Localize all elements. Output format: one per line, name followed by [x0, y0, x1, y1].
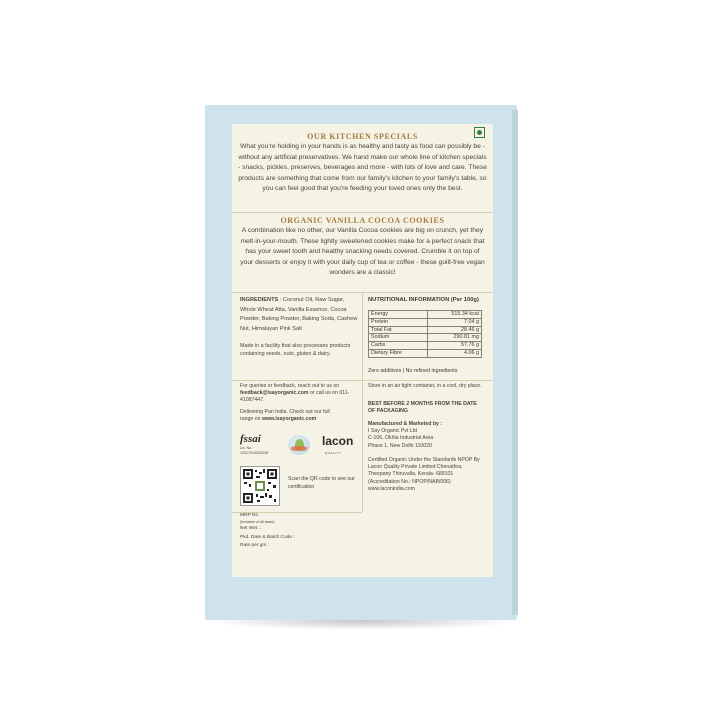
nutrient-value: 515.34 kcal [428, 311, 482, 319]
nutrient-name: Carbs [369, 342, 428, 350]
zero-additives-note: Zero additives | No refined ingredients [368, 368, 458, 374]
table-row [369, 334, 482, 342]
nutrition-table [368, 310, 482, 358]
net-weight-label: Net Wet. : [240, 526, 262, 532]
fssai-lic-label: Lic. No. [240, 446, 253, 450]
feedback-phone: or call us on 011-41087447. [240, 390, 350, 404]
nutrient-value: 7.04 g [428, 318, 482, 326]
mrp-taxes: (Inclusive of all taxes) [240, 520, 275, 525]
manufacturer-info [368, 421, 486, 450]
lacon-logo: lacon [322, 434, 354, 448]
delivery-info [240, 409, 340, 423]
lacon-logo-sub: QUALITY [325, 451, 342, 455]
nutrient-name: Energy [369, 311, 428, 319]
fssai-license [240, 446, 268, 456]
nutrient-name: Sodium [369, 334, 428, 342]
manufacturer-name: I Say Organic Pvt Ltd [368, 428, 418, 435]
allergen-note: Made in a facility that also processes products containing seeds, nuts, gluten & dairy. [240, 343, 351, 357]
manufacturer-address-2: Phase 1, New Delhi 110020 [368, 442, 432, 449]
qr-caption: Scan the QR code to see our certification [288, 476, 355, 490]
ingredients-text: : Coconut Oil, Raw Sugar, Whole Wheat Atta, Vanilla Essence, Cocoa Powder, Baking Powder, Baking Soda, Cashew Nut, Himalayan Pink Salt [240, 297, 358, 332]
nutrient-name: Dietary Fibre [369, 349, 428, 357]
table-row [369, 318, 482, 326]
qr-code-icon [240, 466, 280, 506]
ingredients-label: INGREDIENTS [240, 297, 279, 303]
nutrient-value: 57.76 g [428, 342, 482, 350]
certification-text: Certified Organic Under the Standards NPOP By Lacon Quality Private Limited Chenathra, Theepany Thiruvalla, Kerala- 689101 (Accreditation No.: NPOP/NAB/006) [368, 457, 480, 485]
feedback-email: feedback@isayorganic.com [240, 390, 309, 397]
kitchen-specials-heading: OUR KITCHEN SPECIALS [307, 132, 418, 141]
label-panel [232, 124, 493, 577]
divider [232, 212, 493, 213]
delivery-text: Delivering Pan India. Check out our full range on [240, 409, 330, 423]
mrp-label: MRP Rs. [240, 513, 260, 518]
feedback-text: For queries or feedback, reach out to us on [240, 383, 340, 389]
nutrient-value: 28.46 g [428, 326, 482, 334]
table-row [369, 342, 482, 350]
nutrient-name: Protein [369, 318, 428, 326]
nutrition-title: NUTRITIONAL INFORMATION (Per 100g) [368, 297, 479, 303]
column-divider [362, 380, 363, 512]
best-before: BEST BEFORE 2 MONTHS FROM THE DATE OF PACKAGING [368, 401, 477, 415]
product-heading: ORGANIC VANILLA COCOA COOKIES [280, 216, 445, 225]
pkd-date-label: Pkd. Date & Batch Code : [240, 534, 295, 540]
india-organic-logo-icon [288, 435, 310, 455]
table-row [369, 311, 482, 319]
storage-info: Store in an air tight container, in a cool, dry place. [368, 383, 482, 389]
fssai-lic-number: 13317010000238 [240, 451, 268, 455]
table-row [369, 349, 482, 357]
nutrient-name: Total Fat [369, 326, 428, 334]
feedback-info [240, 383, 358, 405]
nutrient-value: 290.81 mg [428, 334, 482, 342]
rate-per-gm-label: Rate per gm : [240, 543, 270, 549]
manufacturer-address-1: C-106, Okhla Industrial Area [368, 435, 434, 442]
table-row [369, 326, 482, 334]
product-description: A combination like no other, our Vanilla Cocoa cookies are big on crunch, yet they melt-in-your-mouth. These lightly sweetened cookies make for a perfect snack that has your sweet tooth and healthy snacking needs covered. Crumble it on top of your desserts or enjoy it with your daily cup of tea or coffee - these guilt-free vegan wonders are a classic! [240, 227, 485, 276]
box-side-edge [512, 110, 518, 615]
certification-info [368, 457, 480, 493]
certification-url: www.laconindia.com [368, 485, 415, 492]
ingredients-block [240, 296, 358, 334]
kitchen-specials-text: What you're holding in your hands is as healthy and tasty as food can possibly be - without any artificial preservatives. We hand make our whole line of kitchen specials - snacks, pickles, preserves, beverages and more - with lots of love and care. These products are something that come from our family's kitchen to your family's table, so you can feel good that you're feeding your loved ones only the best. [238, 143, 487, 192]
nutrient-value: 4.06 g [428, 349, 482, 357]
column-divider [362, 292, 363, 380]
fssai-logo: fssai [240, 433, 261, 445]
website-link: www.isayorganic.com [261, 416, 317, 423]
mrp-block [240, 512, 295, 551]
manufacturer-label: Manufactured & Marketed by : [368, 421, 443, 427]
